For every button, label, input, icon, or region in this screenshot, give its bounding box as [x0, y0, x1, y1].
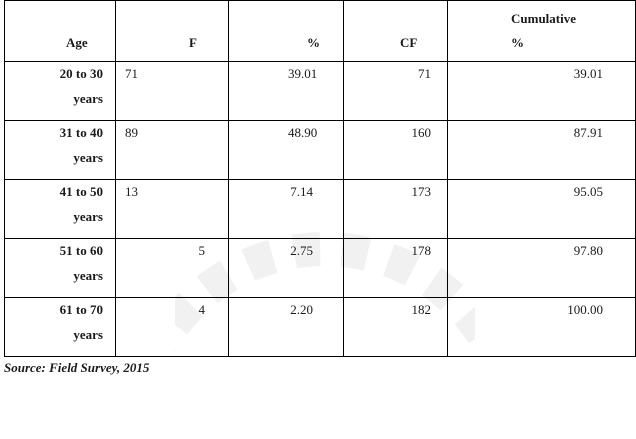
f-value: 13 — [125, 184, 138, 199]
age-unit: years — [73, 150, 103, 165]
table-row — [5, 121, 636, 180]
cf-value: 182 — [411, 302, 431, 317]
cumulative-cell — [448, 298, 636, 357]
age-cell — [5, 121, 116, 180]
age-unit: years — [73, 91, 103, 106]
percent-value: 2.75 — [290, 243, 313, 258]
table-row — [5, 239, 636, 298]
table-header-row — [5, 1, 636, 62]
header-age-cell — [5, 1, 116, 62]
percent-cell — [229, 121, 344, 180]
age-cell — [5, 180, 116, 239]
cumulative-cell — [448, 62, 636, 121]
percent-cell — [229, 180, 344, 239]
header-cf-cell — [344, 1, 448, 62]
cumulative-value: 100.00 — [567, 302, 603, 317]
header-f-cell — [116, 1, 229, 62]
f-value: 89 — [125, 125, 138, 140]
f-value: 71 — [125, 66, 138, 81]
cumulative-value: 39.01 — [573, 66, 603, 81]
table-row — [5, 180, 636, 239]
age-range: 51 to 60 — [59, 243, 103, 258]
age-range: 31 to 40 — [59, 125, 103, 140]
cumulative-cell — [448, 239, 636, 298]
percent-value: 2.20 — [290, 302, 313, 317]
age-range: 41 to 50 — [59, 184, 103, 199]
cf-value: 178 — [411, 243, 431, 258]
source-caption: Source: Field Survey, 2015 — [4, 360, 150, 375]
age-range: 20 to 30 — [59, 66, 103, 81]
percent-value: 39.01 — [288, 66, 318, 81]
cf-value: 160 — [411, 125, 431, 140]
percent-cell — [229, 298, 344, 357]
cf-cell — [344, 298, 448, 357]
cumulative-cell — [448, 180, 636, 239]
table-row — [5, 62, 636, 121]
cumulative-value: 95.05 — [573, 184, 603, 199]
age-unit: years — [73, 209, 103, 224]
cumulative-value: 87.91 — [573, 125, 603, 140]
age-cell — [5, 298, 116, 357]
cf-value: 71 — [418, 66, 431, 81]
percent-value: 7.14 — [290, 184, 313, 199]
age-range: 61 to 70 — [59, 302, 103, 317]
header-cumulative: Cumulative — [511, 11, 576, 26]
cf-cell — [344, 62, 448, 121]
cf-cell — [344, 239, 448, 298]
age-cell — [5, 239, 116, 298]
header-percent-cell — [229, 1, 344, 62]
age-unit: years — [73, 268, 103, 283]
f-cell — [116, 180, 229, 239]
table-row — [5, 298, 636, 357]
cf-cell — [344, 180, 448, 239]
percent-cell — [229, 239, 344, 298]
cf-value: 173 — [411, 184, 431, 199]
header-cumulative-percent: % — [511, 35, 524, 50]
f-cell — [116, 62, 229, 121]
age-cell — [5, 62, 116, 121]
header-percent: % — [307, 35, 320, 50]
f-cell — [116, 239, 229, 298]
cf-cell — [344, 121, 448, 180]
header-f: F — [189, 35, 197, 50]
f-cell — [116, 121, 229, 180]
age-unit: years — [73, 327, 103, 342]
header-cumulative-cell — [448, 1, 636, 62]
frequency-table — [4, 0, 636, 357]
f-cell — [116, 298, 229, 357]
cumulative-cell — [448, 121, 636, 180]
f-value: 4 — [198, 302, 205, 317]
percent-cell — [229, 62, 344, 121]
percent-value: 48.90 — [288, 125, 318, 140]
cumulative-value: 97.80 — [573, 243, 603, 258]
header-age: Age — [66, 35, 88, 50]
header-cf: CF — [400, 35, 418, 50]
f-value: 5 — [198, 243, 205, 258]
